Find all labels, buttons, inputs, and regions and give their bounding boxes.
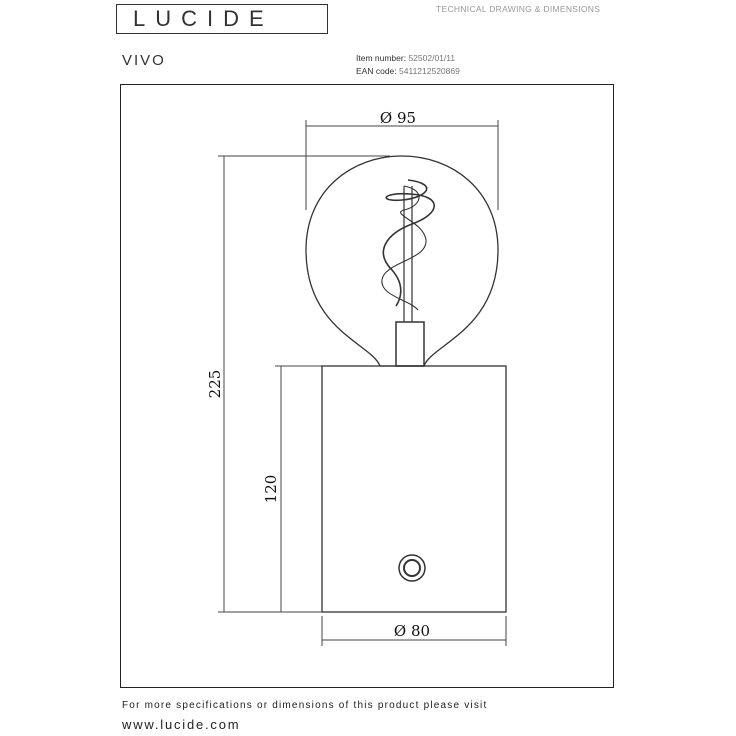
footer-link[interactable]: www.lucide.com [122,717,241,732]
item-number-value: 52502/01/11 [408,53,456,63]
bulb-shape [306,156,498,366]
ean-label: EAN code: [356,66,397,76]
total-height-dimension [218,156,390,612]
base-height-dimension [275,366,326,612]
item-number-label: Item number: [356,53,407,63]
total-height-label: 225 [206,369,224,399]
bulb-diameter-dimension [306,120,498,210]
ean-value: 5411212520869 [399,66,460,76]
document-title: TECHNICAL DRAWING & DIMENSIONS [436,4,601,14]
base-diameter-label: Ø 80 [393,622,431,640]
footer-note: For more specifications or dimensions of this product please visit [122,700,488,711]
filament-spiral [382,180,434,310]
brand-logo: LUCIDE [116,4,328,34]
touch-switch-icon [399,555,425,581]
product-name: VIVO [122,52,166,69]
bulb-diameter-label: Ø 95 [379,109,417,127]
base-height-label: 120 [262,474,280,504]
